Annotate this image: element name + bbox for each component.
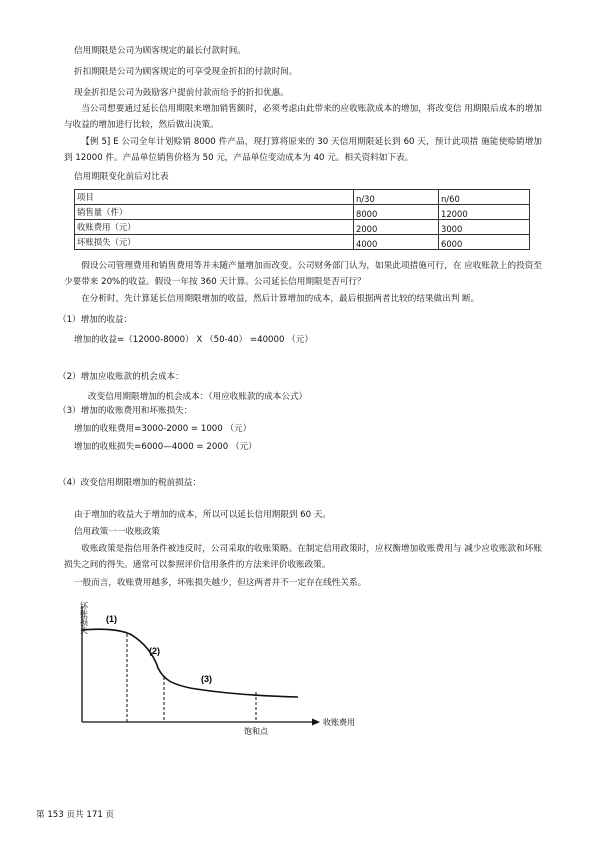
stage-label-2: (2) [149, 646, 160, 656]
stage-label-3: (3) [201, 674, 212, 684]
table-cell: 2000 [354, 220, 439, 235]
credit-period-comparison-table [74, 189, 530, 250]
paragraph-assumption: 假设公司管理费用和销售费用等并未随产量增加而改变。公司财务部门认为，如果此项措施可行，在 应收账款上的投资至少要带来 20%的收益。假设一年按 360 天计算。公司延长信用期限是否可行？ [64, 261, 542, 287]
table-cell: 坏账损失（元） [75, 235, 354, 250]
paragraph-extend-credit: 当公司想要通过延长信用期限来增加销售额时，必须考虑由此带来的应收账款成本的增加，将改变信 用期限后成本的增加与收益的增加进行比较，然后做出决策。 [64, 104, 542, 130]
table-header-row [75, 190, 530, 205]
bad-debt-curve [82, 629, 298, 697]
step-3-heading: （3）增加的收账费用和坏账损失： [58, 406, 193, 416]
table-header-cell: n/60 [439, 190, 530, 205]
collection-cost-curve-figure [60, 600, 380, 740]
step-1-formula: 增加的收益=（12000-8000） X （50-40） =40000 （元） [74, 335, 313, 345]
table-cell: 4000 [354, 235, 439, 250]
table-row [75, 220, 530, 235]
step-3-formula-loss: 增加的收账损失=6000—4000 = 2000 （元） [74, 442, 257, 452]
page-footer: 第 153 页共 171 页 [36, 810, 115, 820]
definition-credit-period: 信用期限是公司为顾客规定的最长付款时间。 [74, 46, 246, 56]
stage-label-1: (1) [106, 614, 117, 624]
paragraph-example-5: 【例 5] E 公司全年计划赊销 8000 件产品，现打算将原来的 30 天信用期限延长到 60 天，预计此项措 施能使赊销增加到 12000 件。产品单位销售价格为 50 元，产品单位变动成本为 40 元。相关资料如下表。 [64, 137, 542, 163]
y-axis-label: 坏账损失 [79, 602, 89, 634]
section-heading-collection-policy: 信用政策一一收账政策 [74, 527, 160, 537]
table-cell: 3000 [439, 220, 530, 235]
table-cell: 收账费用（元） [75, 220, 354, 235]
x-axis-label: 收账费用 [323, 718, 355, 727]
paragraph-nonlinear: 一般而言，收账费用越多，坏账损失越少，但这两者并不一定存在线性关系。 [74, 578, 367, 588]
table-header-cell: n/30 [354, 190, 439, 205]
definition-discount-period: 折扣期限是公司为顾客规定的可享受现金折扣的付款时间。 [74, 67, 298, 77]
table-cell: 销售量（件） [75, 205, 354, 220]
table-row [75, 235, 530, 250]
paragraph-collection-policy: 收账政策是指信用条件被违反时，公司采取的收账策略。在制定信用政策时，应权衡增加收账费用与 减少应收账款和坏账损失之间的得失。通常可以参照评价信用条件的方法来评价收账政策。 [64, 544, 542, 570]
step-3-formula-collection: 增加的收账费用=3000-2000 = 1000 （元） [74, 424, 252, 434]
conclusion: 由于增加的收益大于增加的成本，所以可以延长信用期限到 60 天。 [74, 510, 332, 520]
definition-cash-discount: 现金折扣是公司为鼓励客户提前付款而给予的折扣优惠。 [74, 88, 289, 98]
paragraph-analysis: 在分析时，先计算延长信用期限增加的收益，然后计算增加的成本，最后根据两者比较的结果做出判 断。 [81, 294, 480, 304]
table-cell: 6000 [439, 235, 530, 250]
table-cell: 8000 [354, 205, 439, 220]
saturation-point-label: 饱和点 [244, 727, 268, 736]
table-row [75, 205, 530, 220]
table-title: 信用期限变化前后对比表 [74, 172, 169, 182]
x-axis-arrow [312, 719, 320, 726]
step-2-text: 改变信用期限增加的机会成本：（用应收账款的成本公式） [88, 392, 308, 402]
table-cell: 12000 [439, 205, 530, 220]
table-header-cell: 项目 [75, 190, 354, 205]
step-4-heading: （4）改变信用期限增加的税前损益： [58, 478, 201, 488]
step-2-heading: （2）增加应收账款的机会成本： [58, 372, 184, 382]
step-1-heading: （1）增加的收益： [58, 315, 133, 325]
